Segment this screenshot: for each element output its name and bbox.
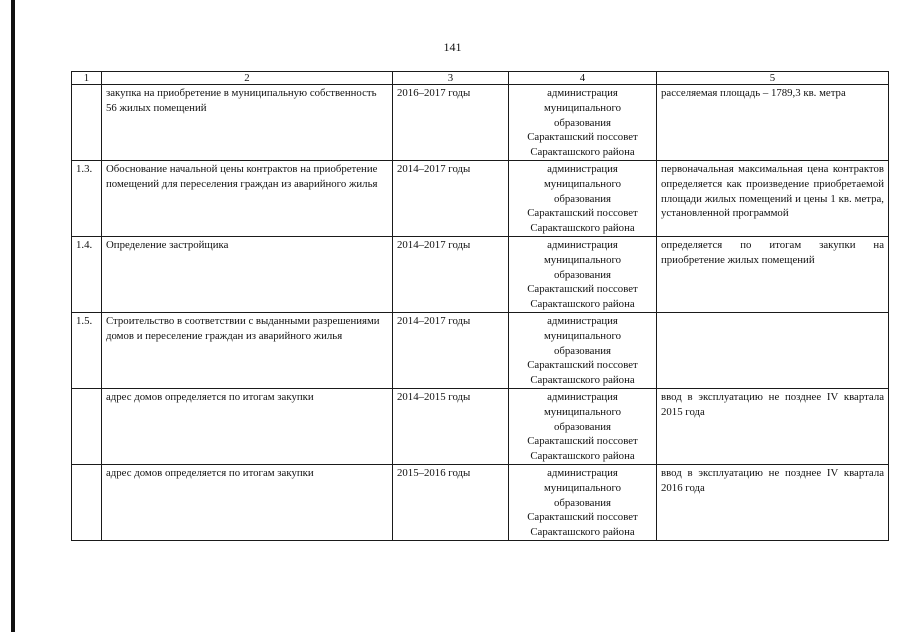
table-row <box>72 388 889 464</box>
row-description: Определение застройщика <box>102 236 393 312</box>
row-years: 2016–2017 годы <box>393 85 509 161</box>
row-result: определяется по итогам закупки на приобретение жилых помещений <box>657 236 889 312</box>
row-number <box>72 85 102 161</box>
row-number: 1.3. <box>72 160 102 236</box>
table-row <box>72 464 889 540</box>
row-organization: администрация муниципального образования Саракташский поссовет Саракташского района <box>509 464 657 540</box>
row-years: 2014–2015 годы <box>393 388 509 464</box>
row-organization: администрация муниципального образования Саракташский поссовет Саракташского района <box>509 388 657 464</box>
row-organization: администрация муниципального образования Саракташский поссовет Саракташского района <box>509 312 657 388</box>
scan-edge-bar <box>11 0 15 632</box>
row-years: 2014–2017 годы <box>393 312 509 388</box>
header-col-3: 3 <box>393 72 509 85</box>
row-result: расселяемая площадь – 1789,3 кв. метра <box>657 85 889 161</box>
row-result: ввод в эксплуатацию не позднее IV квартала 2015 года <box>657 388 889 464</box>
table-row <box>72 236 889 312</box>
table-row <box>72 160 889 236</box>
row-number <box>72 464 102 540</box>
header-col-4: 4 <box>509 72 657 85</box>
row-years: 2015–2016 годы <box>393 464 509 540</box>
header-col-5: 5 <box>657 72 889 85</box>
page-number: 141 <box>443 40 462 54</box>
header-col-2: 2 <box>102 72 393 85</box>
row-years: 2014–2017 годы <box>393 160 509 236</box>
header-col-1: 1 <box>72 72 102 85</box>
table-row <box>72 85 889 161</box>
row-description: адрес домов определяется по итогам закупки <box>102 388 393 464</box>
row-result <box>657 312 889 388</box>
measures-table <box>71 71 889 541</box>
row-description: закупка на приобретение в муниципальную собственность 56 жилых помещений <box>102 85 393 161</box>
table-row <box>72 312 889 388</box>
row-description: Обоснование начальной цены контрактов на приобретение помещений для переселения граждан из аварийного жилья <box>102 160 393 236</box>
row-number: 1.4. <box>72 236 102 312</box>
row-description: Строительство в соответствии с выданными разрешениями домов и переселение граждан из аварийного жилья <box>102 312 393 388</box>
row-organization: администрация муниципального образования Саракташский поссовет Саракташского района <box>509 160 657 236</box>
table-header-row <box>72 72 889 85</box>
row-result: ввод в эксплуатацию не позднее IV квартала 2016 года <box>657 464 889 540</box>
row-description: адрес домов определяется по итогам закупки <box>102 464 393 540</box>
row-organization: администрация муниципального образования Саракташский поссовет Саракташского района <box>509 85 657 161</box>
row-number <box>72 388 102 464</box>
row-result: первоначальная максимальная цена контрактов определяется как произведение приобретаемой площади жилых помещений и цены 1 кв. метра, установленной программой <box>657 160 889 236</box>
row-years: 2014–2017 годы <box>393 236 509 312</box>
row-organization: администрация муниципального образования Саракташский поссовет Саракташского района <box>509 236 657 312</box>
row-number: 1.5. <box>72 312 102 388</box>
